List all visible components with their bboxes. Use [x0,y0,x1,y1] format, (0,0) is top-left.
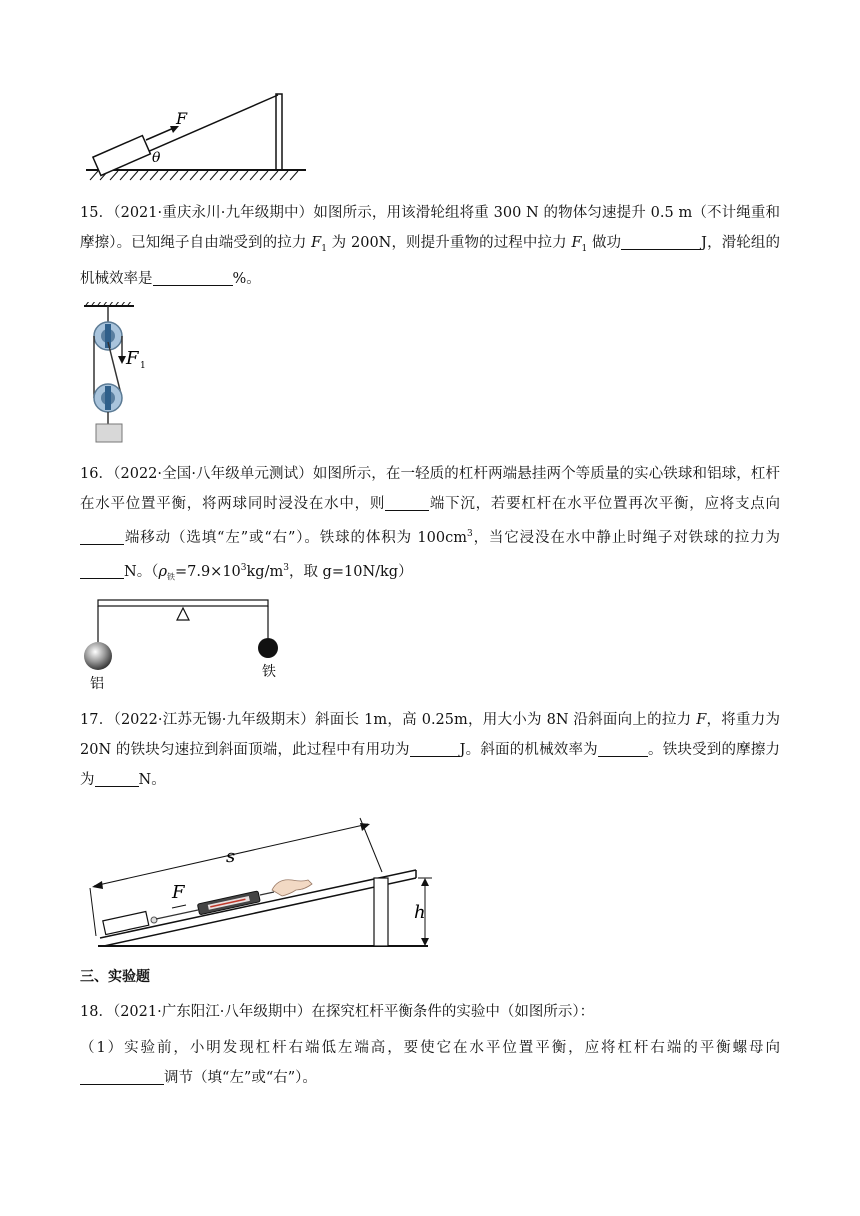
q16-blank-1[interactable] [385,492,429,511]
question-18 [80,997,780,1093]
lever-figure [84,596,284,696]
q17-blank-2[interactable] [598,738,648,757]
q18-text1: 在探究杠杆平衡条件的实验中（如图所示）： [311,1004,595,1020]
question-17 [80,705,780,795]
q17-blank-1[interactable] [410,738,460,757]
q18-number: 18． [80,1004,113,1020]
fulcrum [177,608,189,620]
incline-post [276,94,282,170]
weight-block [96,424,122,442]
q17-blank-3[interactable] [95,768,139,787]
q17-text2: ，将重力为 20N 的铁块匀速拉到斜面顶端，此过程中有用功为 [80,712,781,758]
q17-text3: J。斜面的机械效率为 [459,742,598,758]
q17-text5: N。 [138,772,166,788]
q17-source: （2022·江苏无锡·九年级期末） [113,712,316,728]
q18-sub1-text2: 调节（填“左”或“右”）。 [164,1070,317,1086]
q16-sup-exp: 3 [240,562,247,573]
incline-bottom-edge [104,878,416,946]
ground-hatch [90,171,298,180]
incline-top-edge [100,870,416,938]
force-label: F [176,109,188,128]
q15-f-sub-2: 1 [581,243,588,254]
q16-blank-2[interactable] [80,526,124,545]
q15-text2: 为 200N，则提升重物的过程中拉力 [326,235,572,251]
aluminum-ball [84,642,112,670]
q17-number: 17． [80,712,114,728]
label-s: s [226,846,236,867]
label-aluminum: 铝 [90,676,104,692]
support-post [374,878,388,946]
q15-f: F [311,235,322,251]
q16-rho-sub: 铁 [166,572,175,582]
q17-f: F [696,712,707,728]
question-16 [80,459,780,593]
q16-source: （2022·全国·八年级单元测试） [113,466,313,482]
q17-text1: 斜面长 1m，高 0.25m，用大小为 8N 沿斜面向上的拉力 [315,712,697,728]
spring-scale [197,891,260,915]
pulley-figure [84,302,164,444]
q16-text1: 如图所示，在一轻质的杠杆两端悬挂两个等质量的实心铁球和铝球，杠杆在水平位置平衡，将两球同时浸没在水中，则 [80,466,781,512]
q17-text4: 。铁块受到的摩擦力为 [80,742,781,788]
angle-label: θ [152,150,161,166]
q15-f-sub: 1 [321,243,327,254]
pulley-f-sub: 1 [140,361,146,371]
label-iron: 铁 [262,664,276,680]
q16-text3: 端移动（选填“左”或“右”）。铁球的体积为 100cm [124,529,467,546]
q16-rho: ρ [158,563,167,580]
q15-text5: %。 [232,270,261,287]
q16-sup3: 3 [466,529,473,539]
label-h: h [414,902,426,923]
q15-source: （2021·重庆永川·九年级期中） [113,205,314,221]
section-3-title: 三、实验题 [80,969,150,985]
q18-sub1-text: 实验前，小明发现杠杆右端低左端高，要使它在水平位置平衡，应将杠杆右端的平衡螺母向 [124,1040,780,1056]
q16-sup-m3: 3 [283,562,289,573]
q16-text2: 端下沉，若要杠杆在水平位置再次平衡，应将支点向 [429,496,781,512]
q15-f-2: F [571,235,582,251]
label-f: F [172,882,185,903]
q15-text1: 如图所示，用该滑轮组将重 300 N 的物体匀速提升 0.5 m（不计绳重和摩擦）。已知绳子自由端受到的拉力 [80,205,780,251]
q15-blank-1[interactable] [621,231,701,250]
q15-text4: J，滑轮组的机械效率是 [80,235,781,287]
iron-block [103,911,149,934]
question-15 [80,198,780,294]
q16-text5: N。（ [124,563,159,580]
incline-scale-figure [86,812,436,954]
incline-figure-top [86,90,311,185]
iron-ball [258,638,278,658]
lever-bar [98,600,268,606]
q15-number: 15． [80,205,114,221]
q15-blank-2[interactable] [153,267,233,286]
q16-number: 16． [80,466,114,482]
q16-text8: ，取 g=10N/kg） [288,563,413,580]
q16-text4: ，当它浸没在水中静止时绳子对铁球的拉力为 [472,529,781,546]
q16-blank-3[interactable] [80,560,124,579]
q15-text3: 做功 [587,235,622,251]
pulley-f-label: F [126,348,139,369]
q16-text6: =7.9×10 [174,563,241,580]
q16-text7: kg/m [246,563,284,580]
q18-sub1-num: （1） [80,1040,125,1056]
q18-blank-1[interactable] [80,1066,164,1085]
q18-source: （2021·广东阳江·八年级期中） [112,1004,312,1020]
